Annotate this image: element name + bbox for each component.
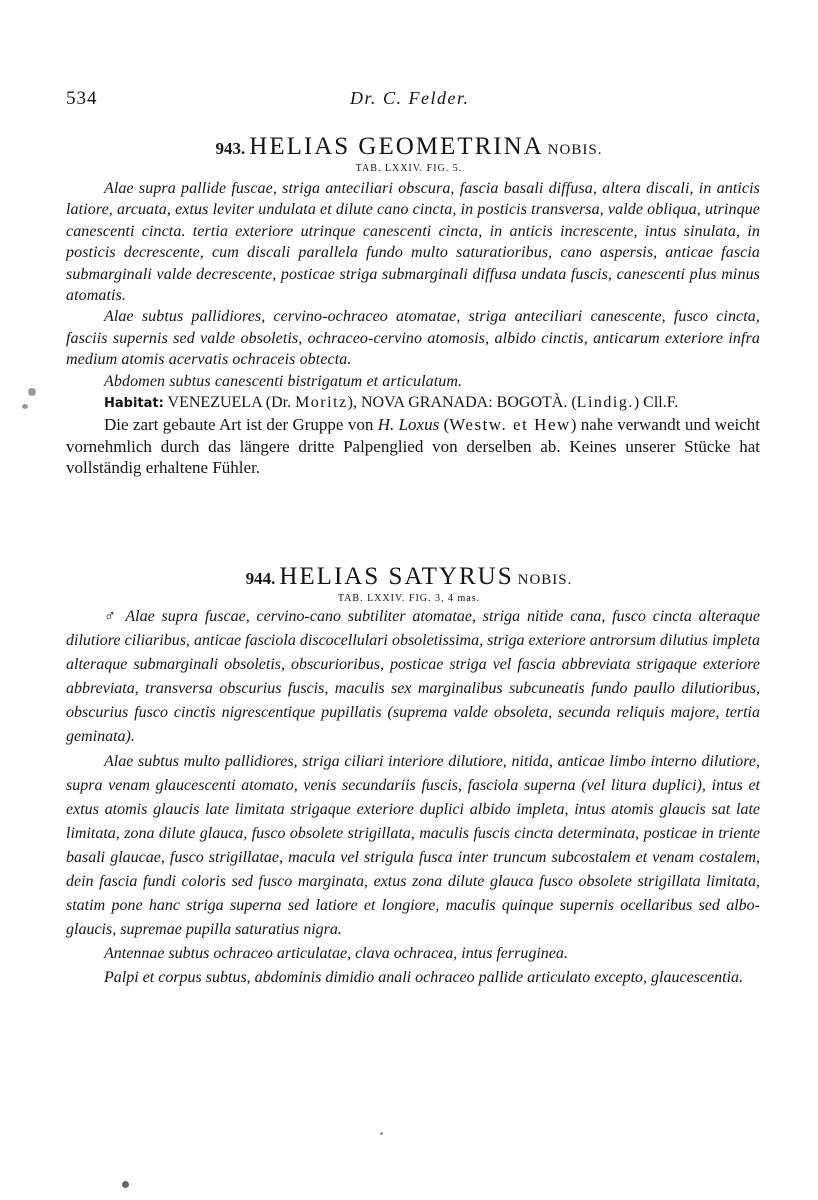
remark-text-1: Die zart gebaute Art ist der Gruppe von bbox=[104, 415, 374, 435]
species-943-remark bbox=[66, 414, 760, 478]
species-943-abdomen-description: Abdomen subtus canescenti bistrigatum et articulatum. bbox=[104, 372, 463, 390]
species-944-body bbox=[66, 605, 760, 991]
species-943-body bbox=[66, 178, 760, 479]
species-944-authority: NOBIS. bbox=[517, 572, 573, 588]
species-944-heading bbox=[0, 563, 818, 591]
species-943-authority: NOBIS. bbox=[547, 142, 603, 158]
scan-speck bbox=[380, 1132, 383, 1135]
species-943-plate-reference: TAB. LXXIV. FIG. 5. bbox=[355, 163, 463, 174]
remark-text-3: ) nahe verwandt und weicht vornehmlich durch das längere dritte Palpenglied von derselben ab. Keines unserer Stücke hat vollständig erhaltene Fühler. bbox=[66, 415, 761, 478]
remark-taxon: H. Loxus bbox=[377, 415, 440, 435]
habitat-label: Habitat: bbox=[104, 396, 164, 412]
remark-authors: Westw. et Hew bbox=[449, 415, 571, 435]
species-944-name: HELIAS SATYRUS bbox=[279, 563, 514, 590]
species-943-heading bbox=[0, 133, 818, 161]
habitat-text-2: ), NOVA GRANADA: BOGOTÀ. ( bbox=[347, 394, 577, 412]
habitat-text-1: VENEZUELA (Dr. bbox=[167, 394, 292, 412]
scan-speck bbox=[22, 404, 28, 409]
species-944-upperside-text: Alae supra fuscae, cervino-cano subtiliter atomatae, striga nitide cana, fusco cincta alteraque dilutiore ciliaribus, anticae fasciola discocellulari obsoletissima, striga exteriore antrorsum dilutius impleta alteraque submarginali obsoletis, obscurioribus, posticae striga vel fascia abbreviata strigaque exteriore abbreviata, transversa obscurius fuscis, maculis sex marginalibus subcuneatis fundo paullo dilutioribus, obscurius fusco cinctis nigrescentique pupillatis (suprema valde obsoleta, secunda reliquis majore, tertia geminata). bbox=[66, 608, 761, 746]
habitat-collector-1: Moritz bbox=[295, 394, 348, 412]
species-944-palpi-description: Palpi et corpus subtus, abdominis dimidio anali ochraceo pallide articulato excepto, glaucescentia. bbox=[104, 969, 744, 987]
species-944-underside-description: Alae subtus multo pallidiores, striga ciliari interiore dilutiore, nitida, anticae limbo interno dilutiore, supra venam glaucescenti atomato, venis secundariis fuscis, fasciola superna (vel litura duplici), intus et extus atomis glaucis late limitata strigaque exteriore duplici albido impleta, intus atomis glaucis sat late limitata, zona dilute glauca, fusco obsolete strigillata, maculis fuscis cincta determinata, posticae in triente basali glaucae, fusco strigillatae, macula vel strigula fusca inter truncum subcostalem et venam costalem, dein fascia fundi coloris sed fusco marginata, extus zona dilute glauca fusco obsolete strigillata limitata, statim pone hanc striga superna sed latiore et longiore, maculis quinque supernis ocellaribus sed albo-glaucis, supremae pupilla saturatius nigra. bbox=[66, 752, 760, 939]
scan-speck bbox=[28, 388, 36, 396]
species-943-habitat bbox=[66, 392, 760, 414]
species-943-name: HELIAS GEOMETRINA bbox=[249, 133, 544, 160]
species-944-antennae-description: Antennae subtus ochraceo articulatae, clava ochracea, intus ferruginea. bbox=[104, 945, 568, 963]
species-944-plate-reference: TAB. LXXIV. FIG. 3, 4 mas. bbox=[337, 593, 481, 604]
page-number: 534 bbox=[66, 88, 98, 109]
species-943-underside-description: Alae subtus pallidiores, cervino-ochraceo atomatae, striga anteciliari canescente, fusco cincta, fasciis supernis sed valde obsoletis, ochraceo-cervino atomosis, albido cinctis, anticarum exteriore infra medium atomis acervatis ochraceis obtecta. bbox=[66, 308, 760, 369]
habitat-text-3: ) Cll.F. bbox=[633, 394, 679, 412]
species-943-number: 943. bbox=[215, 139, 246, 158]
species-943-upperside-description: Alae supra pallide fuscae, striga anteciliari obscura, fascia basali diffusa, altera discali, in anticis latiore, arcuata, extus leviter undulata et dilute cano cincta, in posticis transversa, valde obliqua, utrinque canescenti cincta. tertia exteriore utrinque canescenti cincta, in anticis increscente, intus sinulata, in posticis decrescente, cum discali parallela fundo multo saturatioribus, cano aspersis, anticae fascia submarginali valde decrescente, posticae striga submarginali diffusa undata fuscis, canescenti plus minus atomatis. bbox=[66, 180, 760, 305]
scan-speck bbox=[122, 1181, 129, 1188]
remark-text-2: ( bbox=[443, 415, 450, 435]
page-header bbox=[66, 88, 756, 118]
species-944-number: 944. bbox=[245, 569, 276, 588]
male-symbol-icon: ♂ bbox=[104, 608, 119, 625]
running-head: Dr. C. Felder. bbox=[350, 88, 470, 108]
species-944-upperside-description bbox=[66, 605, 760, 750]
habitat-collector-2: Lindig. bbox=[576, 394, 634, 412]
